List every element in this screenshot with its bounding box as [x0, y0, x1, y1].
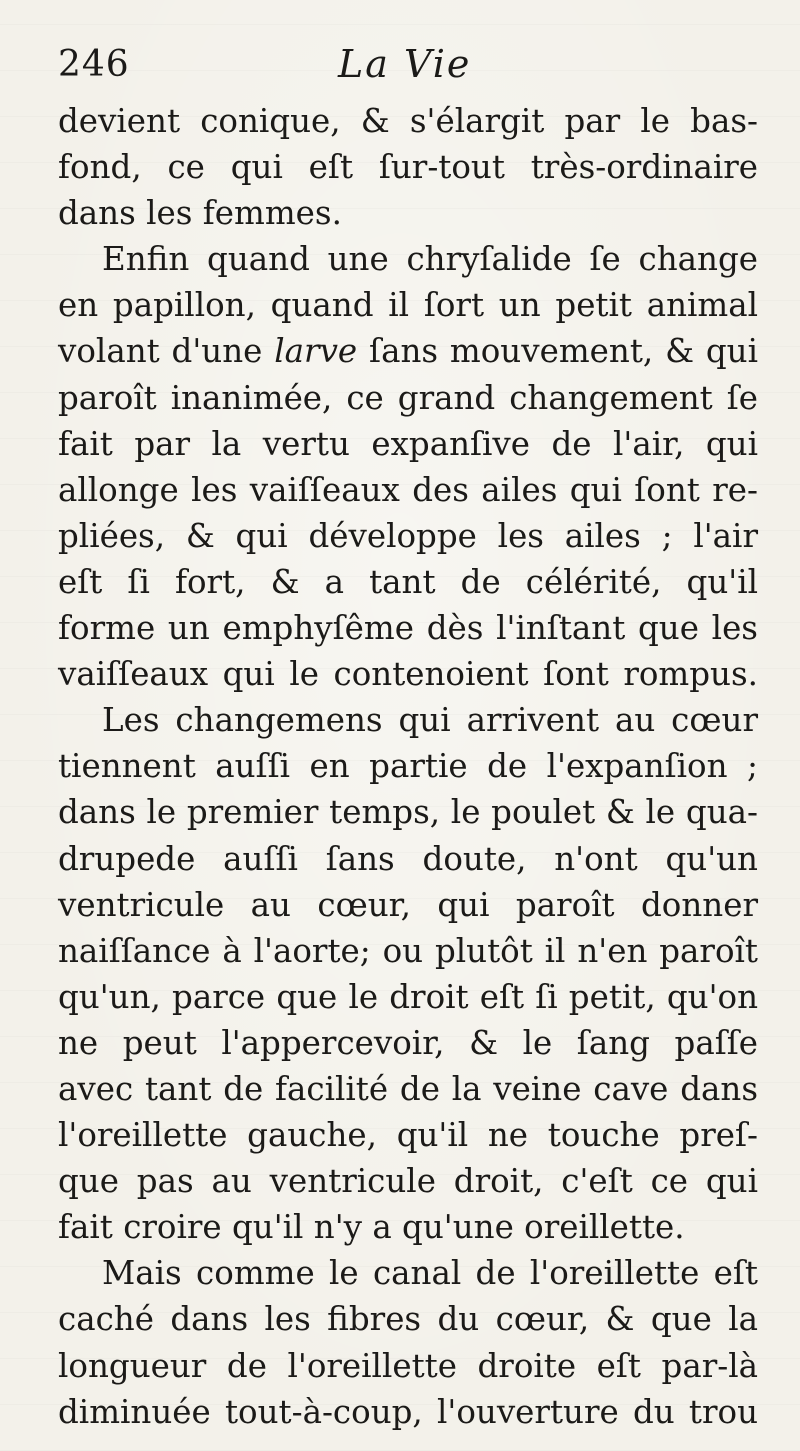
text-line: diminuée tout-à-coup, l'ouverture du trou: [58, 1392, 758, 1431]
text-line: allonge les vaiſſeaux des ailes qui ſont re-: [58, 470, 758, 509]
text-line: devient conique, & s'élargit par le bas-: [58, 102, 758, 140]
text-line: fond, ce qui eſt ſur-tout très-ordinaire: [58, 148, 758, 187]
text-line: drupede auſſi ſans doute, n'ont qu'un: [58, 839, 758, 878]
paragraph-first-line: Enfin quand une chryſalide ſe change: [102, 240, 758, 279]
text-line: ne peut l'appercevoir, & le ſang paſſe: [58, 1023, 758, 1062]
text-line: avec tant de facilité de la veine cave dans: [58, 1069, 758, 1108]
text-line: [58, 328, 758, 374]
text-line: caché dans les fibres du cœur, & que la: [58, 1300, 758, 1339]
text-line: forme un emphyſême dès l'inſtant que les: [58, 609, 758, 648]
running-title: La Vie: [338, 42, 472, 86]
running-head: [58, 40, 758, 96]
text-line: en papillon, quand il ſort un petit animal: [58, 286, 758, 325]
text-run: ſans mouvement, & qui: [357, 332, 758, 371]
text-line: paroît inanimée, ce grand changement ſe: [58, 378, 758, 417]
text-line: naiſſance à l'aorte; ou plutôt il n'en paroît: [58, 931, 758, 970]
body-text: [58, 98, 758, 1435]
text-line: vaiſſeaux qui le contenoient ſont rompus.: [58, 655, 758, 694]
text-line: eſt ſi fort, & a tant de célérité, qu'il: [58, 562, 758, 601]
paragraph-first-line: Mais comme le canal de l'oreillette eſt: [102, 1254, 758, 1293]
paragraph-first-line: Les changemens qui arrivent au cœur: [102, 701, 758, 740]
text-line: qu'un, parce que le droit eſt ſi petit, qu'on: [58, 977, 758, 1016]
text-run: volant d'une: [58, 332, 275, 371]
text-line: dans le premier temps, le poulet & le qua-: [58, 793, 758, 832]
text-line: fait par la vertu expanſive de l'air, qui: [58, 424, 758, 463]
text-line: pliées, & qui développe les ailes ; l'air: [58, 516, 758, 555]
text-line: dans les femmes.: [58, 194, 342, 233]
text-line: l'oreillette gauche, qu'il ne touche preſ-: [58, 1116, 758, 1155]
text-line: longueur de l'oreillette droite eſt par-là: [58, 1346, 758, 1385]
text-line: ventricule au cœur, qui paroît donner: [58, 885, 758, 924]
text-line: que pas au ventricule droit, c'eſt ce qui: [58, 1162, 758, 1201]
text-line: tiennent auſſi en partie de l'expanſion ;: [58, 747, 758, 786]
text-line: fait croire qu'il n'y a qu'une oreillette.: [58, 1208, 685, 1247]
page-number: 246: [58, 44, 130, 85]
italic-word: larve: [274, 332, 358, 371]
